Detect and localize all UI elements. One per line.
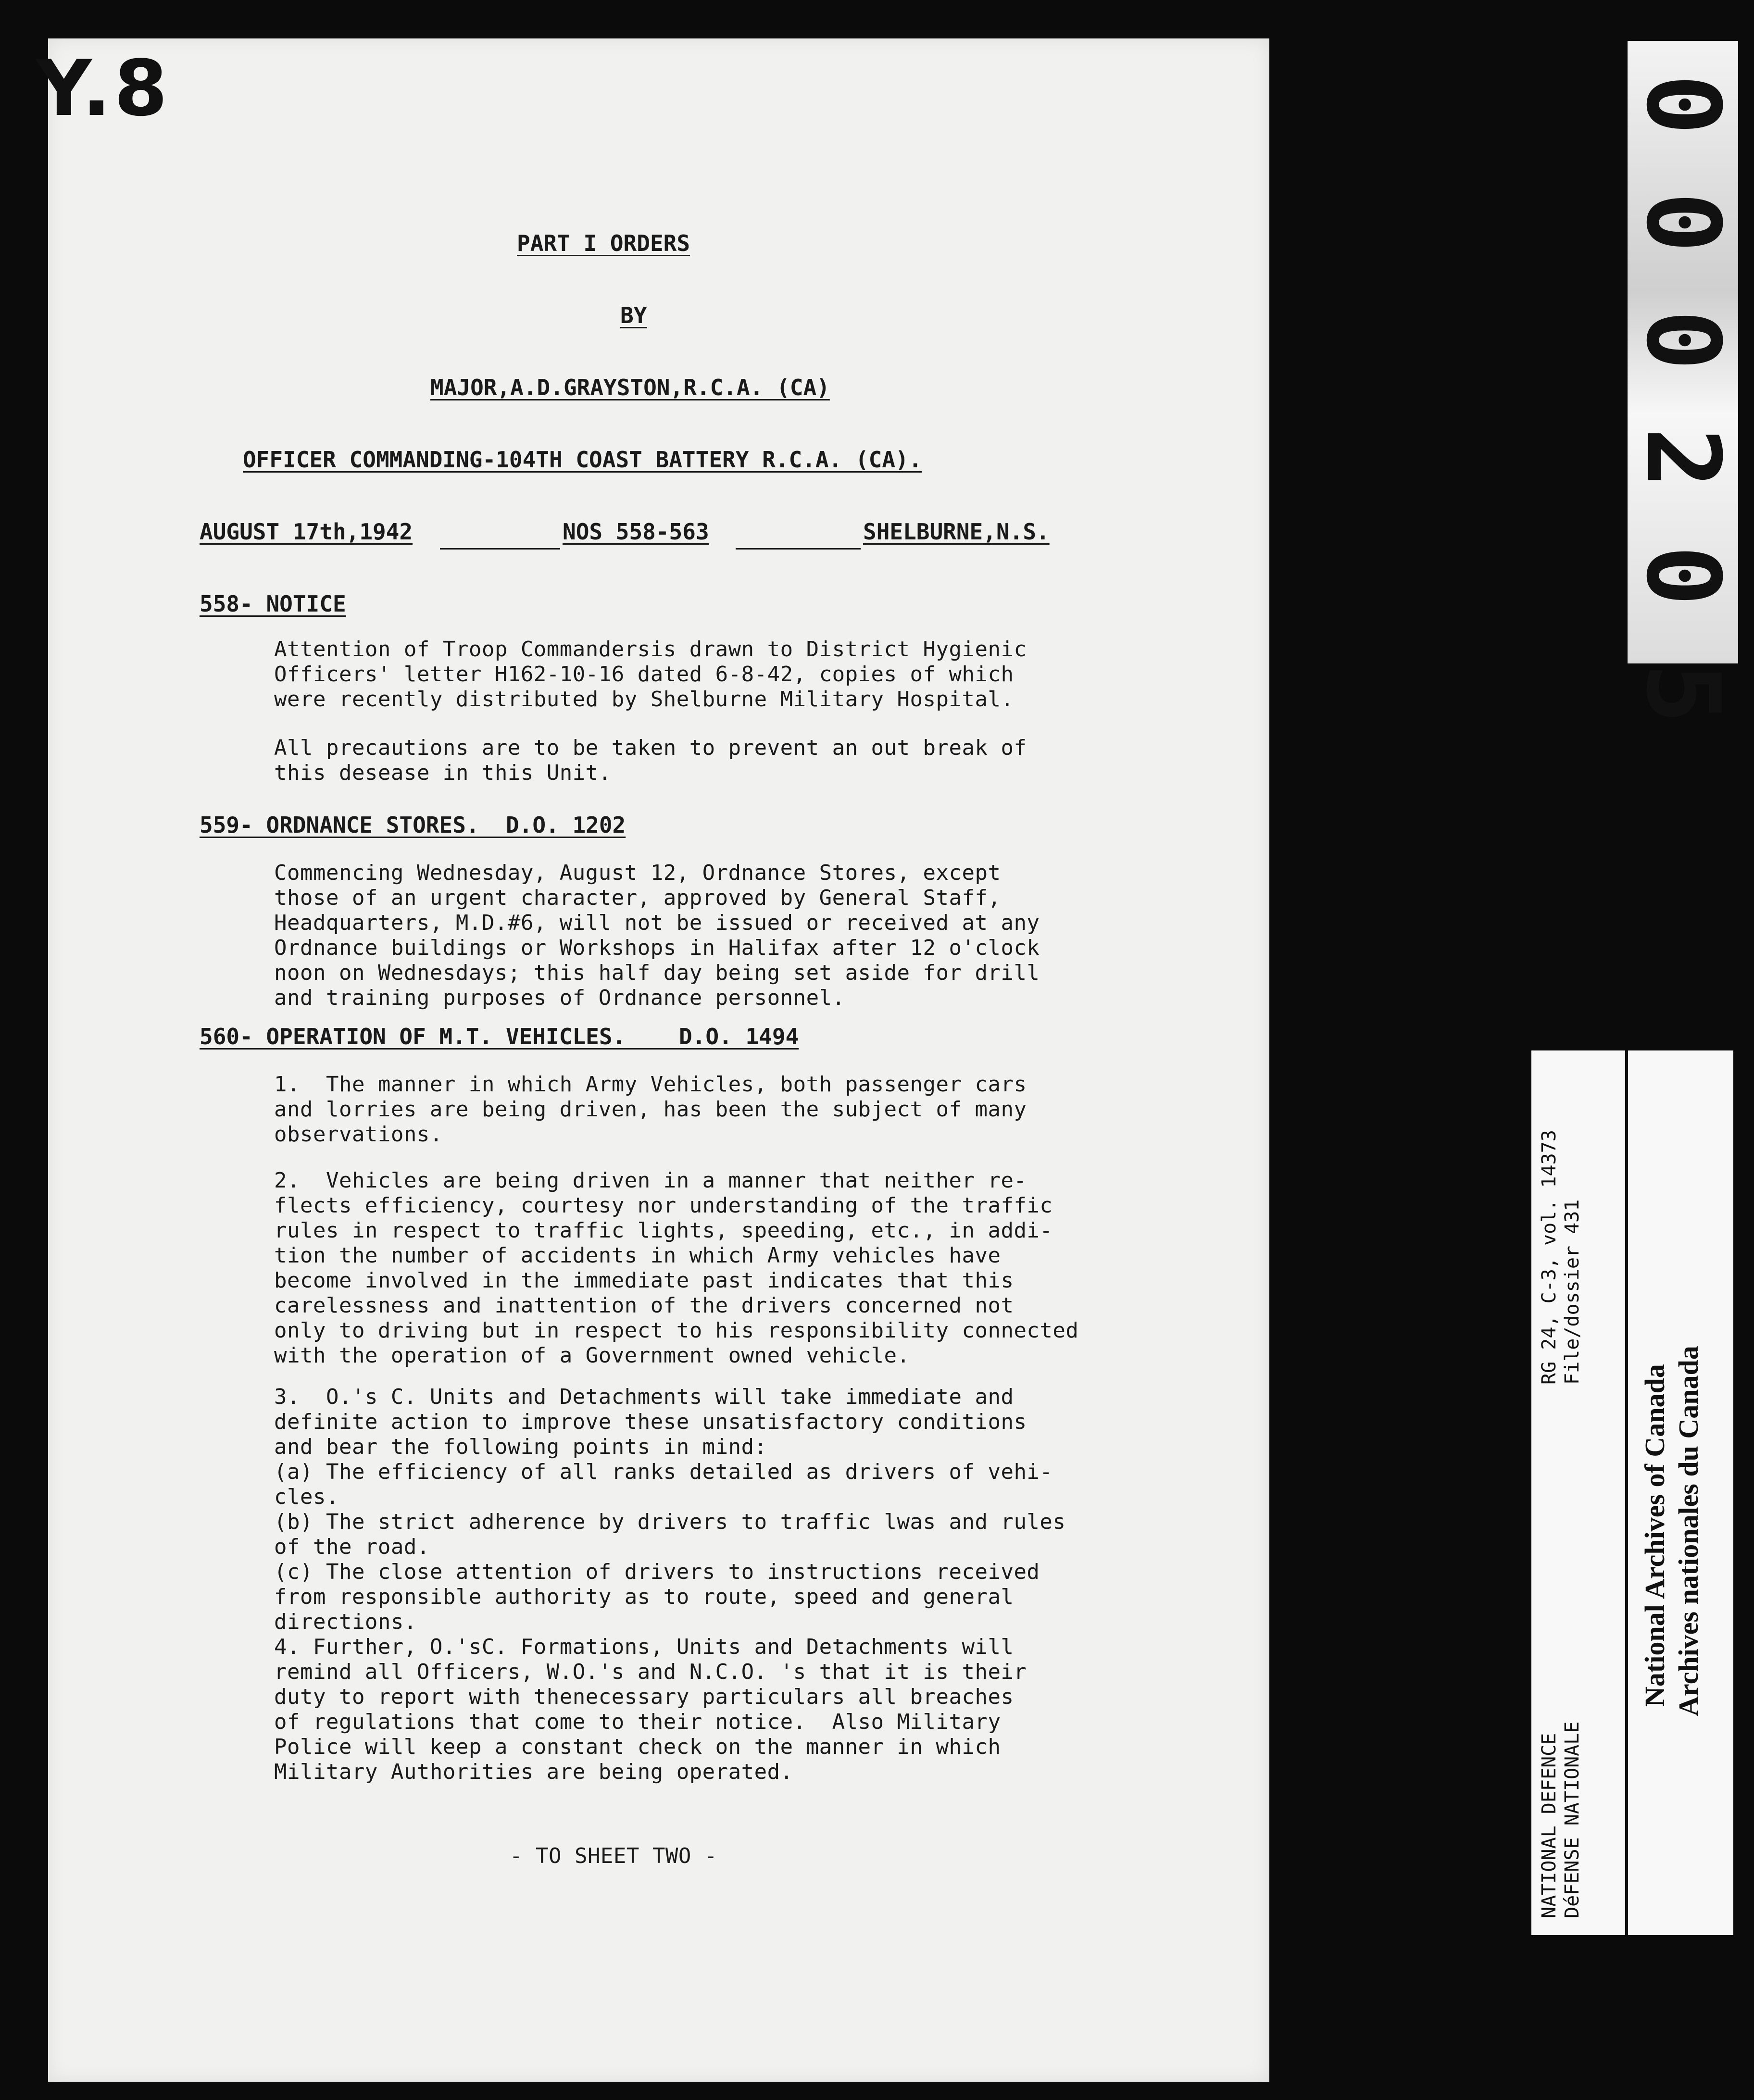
continuation-note: - TO SHEET TWO - <box>510 1844 717 1868</box>
archive-reference: File/dossier 431 <box>1561 1199 1583 1385</box>
frame-digit: 0 <box>1624 192 1742 253</box>
frame-digit: 2 <box>1624 427 1742 488</box>
archives-name-fr: Archives nationales du Canada <box>1673 1346 1704 1716</box>
officer-name: MAJOR,A.D.GRAYSTON,R.C.A. (CA) <box>430 375 830 400</box>
section-paragraph: Attention of Troop Commandersis drawn to District Hygienic Officers' letter H162-10-16 dated 6-8-42, copies of which were recently distributed by Shelburne Military Hospital. <box>274 637 1027 712</box>
section-paragraph: 2. Vehicles are being driven in a manner that neither re- flects efficiency, courtesy nor understanding of the traffic rules in respect to traffic lights, speeding, etc., in addi- tion the number of accidents in which Army vehicles have become involved in the immediate past indicates that this carelessness and inattention of the drivers concerned not only to driving but in respect to his responsibility connected with the operation of a Government owned vehicle. <box>274 1168 1079 1368</box>
order-place: SHELBURNE,N.S. <box>863 519 1050 545</box>
section-paragraph: Commencing Wednesday, August 12, Ordnance Stores, except those of an urgent character, approved by General Staff, Headquarters, M.D.#6, will not be issued or received at any Ordnance buildings or Workshops in Halifax after 12 o'clock noon on Wednesdays; this half day being set aside for drill and training purposes of Ordnance personnel. <box>274 861 1040 1010</box>
dateline-rule <box>440 548 560 550</box>
label-divider <box>1625 1050 1628 1935</box>
frame-digit: 0 <box>1624 310 1742 371</box>
section-heading: 559- ORDNANCE STORES. D.O. 1202 <box>200 812 626 838</box>
frame-digit: 0 <box>1624 545 1742 606</box>
unit-name: OFFICER COMMANDING-104TH COAST BATTERY R.C.A. (CA). <box>243 447 922 473</box>
frame-digit: 0 <box>1624 74 1742 135</box>
section-heading: 558- NOTICE <box>200 591 346 617</box>
archive-reference: RG 24, C-3, vol. 14373 <box>1538 1130 1560 1385</box>
frame-number <box>1624 46 1742 724</box>
frame-digit: 5 <box>1624 663 1742 724</box>
section-paragraph: 3. O.'s C. Units and Detachments will take immediate and definite action to improve these unsatisfactory conditions and bear the following points in mind: (a) The efficiency of all ranks detailed as drivers of vehi- cles. (b) The strict adherence by drivers to traffic lwas and rules of the road. (c) The close attention of drivers to instructions received from responsible authority as to route, speed and general directions. 4. Further, O.'sC. Formations, Units and Detachments will remind all Officers, W.O.'s and N.C.O. 's that it is their duty to report with thenecessary particulars all breaches of regulations that come to their notice. Also Military Police will keep a constant check on the manner in which Military Authorities are being operated. <box>274 1385 1066 1784</box>
section-paragraph: All precautions are to be taken to prevent an out break of this desease in this Unit. <box>274 736 1027 785</box>
order-date: AUGUST 17th,1942 <box>200 519 413 545</box>
department-label: NATIONAL DEFENCE <box>1538 1733 1560 1918</box>
handwritten-mark: Y.8 <box>36 43 171 133</box>
archives-name-en: National Archives of Canada <box>1639 1364 1670 1707</box>
section-heading: 560- OPERATION OF M.T. VEHICLES. D.O. 1494 <box>200 1024 799 1050</box>
document-title: PART I ORDERS <box>517 230 690 256</box>
dateline-rule <box>736 548 861 550</box>
department-label: DéFENSE NATIONALE <box>1561 1721 1583 1918</box>
order-numbers: NOS 558-563 <box>563 519 709 545</box>
by-line: BY <box>620 302 647 328</box>
section-paragraph: 1. The manner in which Army Vehicles, both passenger cars and lorries are being driven, has been the subject of many observations. <box>274 1072 1027 1147</box>
